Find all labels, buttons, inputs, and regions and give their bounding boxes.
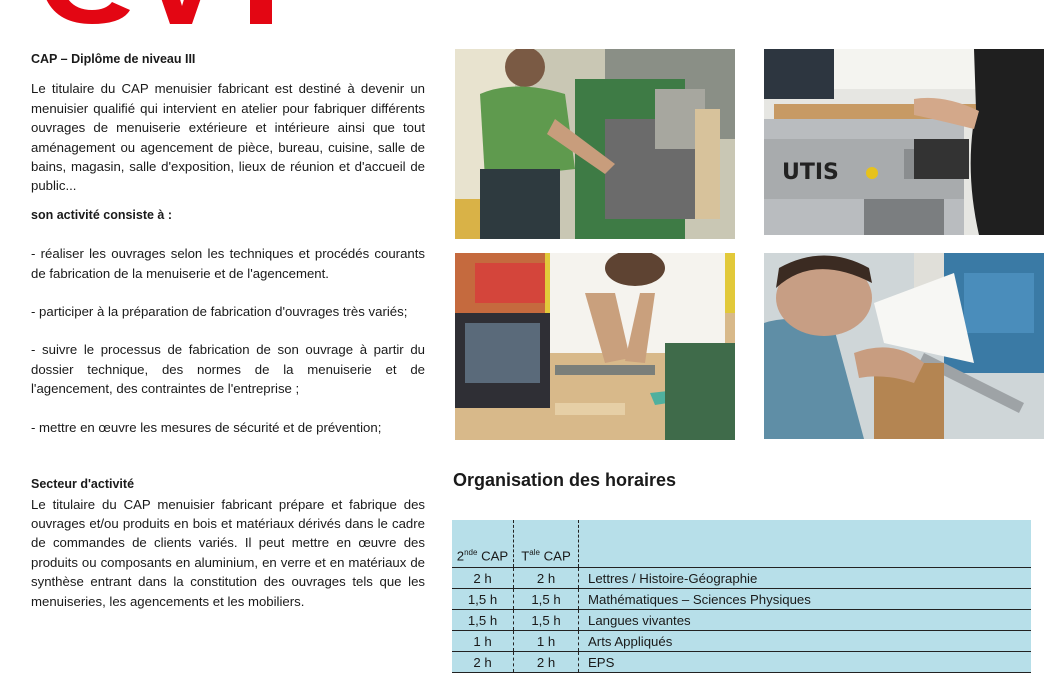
- hours-tale: 1,5 h: [514, 610, 579, 631]
- activity-item: - mettre en œuvre les mesures de sécurité et de prévention;: [31, 419, 382, 435]
- hours-tale: 1,5 h: [514, 589, 579, 610]
- header-2nde-cap: 2nde CAP: [452, 520, 514, 568]
- hours-tale: 2 h: [514, 568, 579, 589]
- activity-item: - suivre le processus de fabrication de son ouvrage à partir du dossier technique, des normes de la menuiserie et de l'agencement, des contraintes de l'entreprise ;: [31, 342, 425, 397]
- hours-2nde: 1,5 h: [452, 610, 514, 631]
- diploma-title: CAP – Diplôme de niveau III: [31, 52, 196, 66]
- hours-2nde: 2 h: [452, 652, 514, 673]
- description-column: [31, 50, 425, 611]
- table-row: [452, 610, 1031, 631]
- header-subject: [579, 520, 1032, 568]
- activity-heading: son activité consiste à :: [31, 207, 173, 222]
- table-row: [452, 589, 1031, 610]
- photo-student-caliper: [764, 253, 1044, 439]
- schedule-table: [452, 520, 1031, 673]
- activity-item: - participer à la préparation de fabrication d'ouvrages très variés;: [31, 304, 408, 320]
- table-row: [452, 631, 1031, 652]
- schedule-title: Organisation des horaires: [453, 470, 677, 490]
- machine-brand: UTIS: [782, 160, 839, 185]
- subject: Lettres / Histoire-Géographie: [579, 568, 1032, 589]
- activity-item: - réaliser les ouvrages selon les techniques et procédés courants de fabrication de la menuiserie et de l'agencement.: [31, 246, 425, 281]
- sector-heading: Secteur d'activité: [31, 477, 135, 492]
- schedule-header-row: [452, 520, 1031, 568]
- table-row: [452, 652, 1031, 673]
- hours-2nde: 1,5 h: [452, 589, 514, 610]
- sector-paragraph: Le titulaire du CAP menuisier fabricant prépare et fabrique des ouvrages et/ou produits en bois et matériaux dérivés dans le cadre de commandes de clients variés. Il peut mettre en œuvre des produits ou composants en aluminium, en verre et en matériaux de synthèse entrant dans la constitution des ouvrages tels que les menuiseries, les agencements et les mobiliers.: [31, 496, 425, 609]
- subject: Mathématiques – Sciences Physiques: [579, 589, 1032, 610]
- subject: EPS: [579, 652, 1032, 673]
- hours-tale: 2 h: [514, 652, 579, 673]
- cap-logo: [30, 0, 320, 30]
- hours-tale: 1 h: [514, 631, 579, 652]
- subject: Langues vivantes: [579, 610, 1032, 631]
- photo-student-workbench: [455, 253, 735, 440]
- header-tale-cap: $T^{ale}$ CAP: [514, 520, 579, 568]
- intro-paragraph: Le titulaire du CAP menuisier fabricant est destiné à devenir un menuisier qualifié qui intervient en atelier pour fabriquer différents ouvrages de menuiserie extérieure et intérieure ainsi que tout aménagement ou agencement de pièce, bureau, cuisine, salle de bains, magasin, salle d'exposition, lieux de réunion et d'accueil de public...: [31, 81, 425, 194]
- hours-2nde: 2 h: [452, 568, 514, 589]
- photo-utis-machine: [764, 49, 1044, 235]
- table-row: [452, 568, 1031, 589]
- hours-2nde: 1 h: [452, 631, 514, 652]
- subject: Arts Appliqués: [579, 631, 1032, 652]
- photo-student-machine: [455, 49, 735, 239]
